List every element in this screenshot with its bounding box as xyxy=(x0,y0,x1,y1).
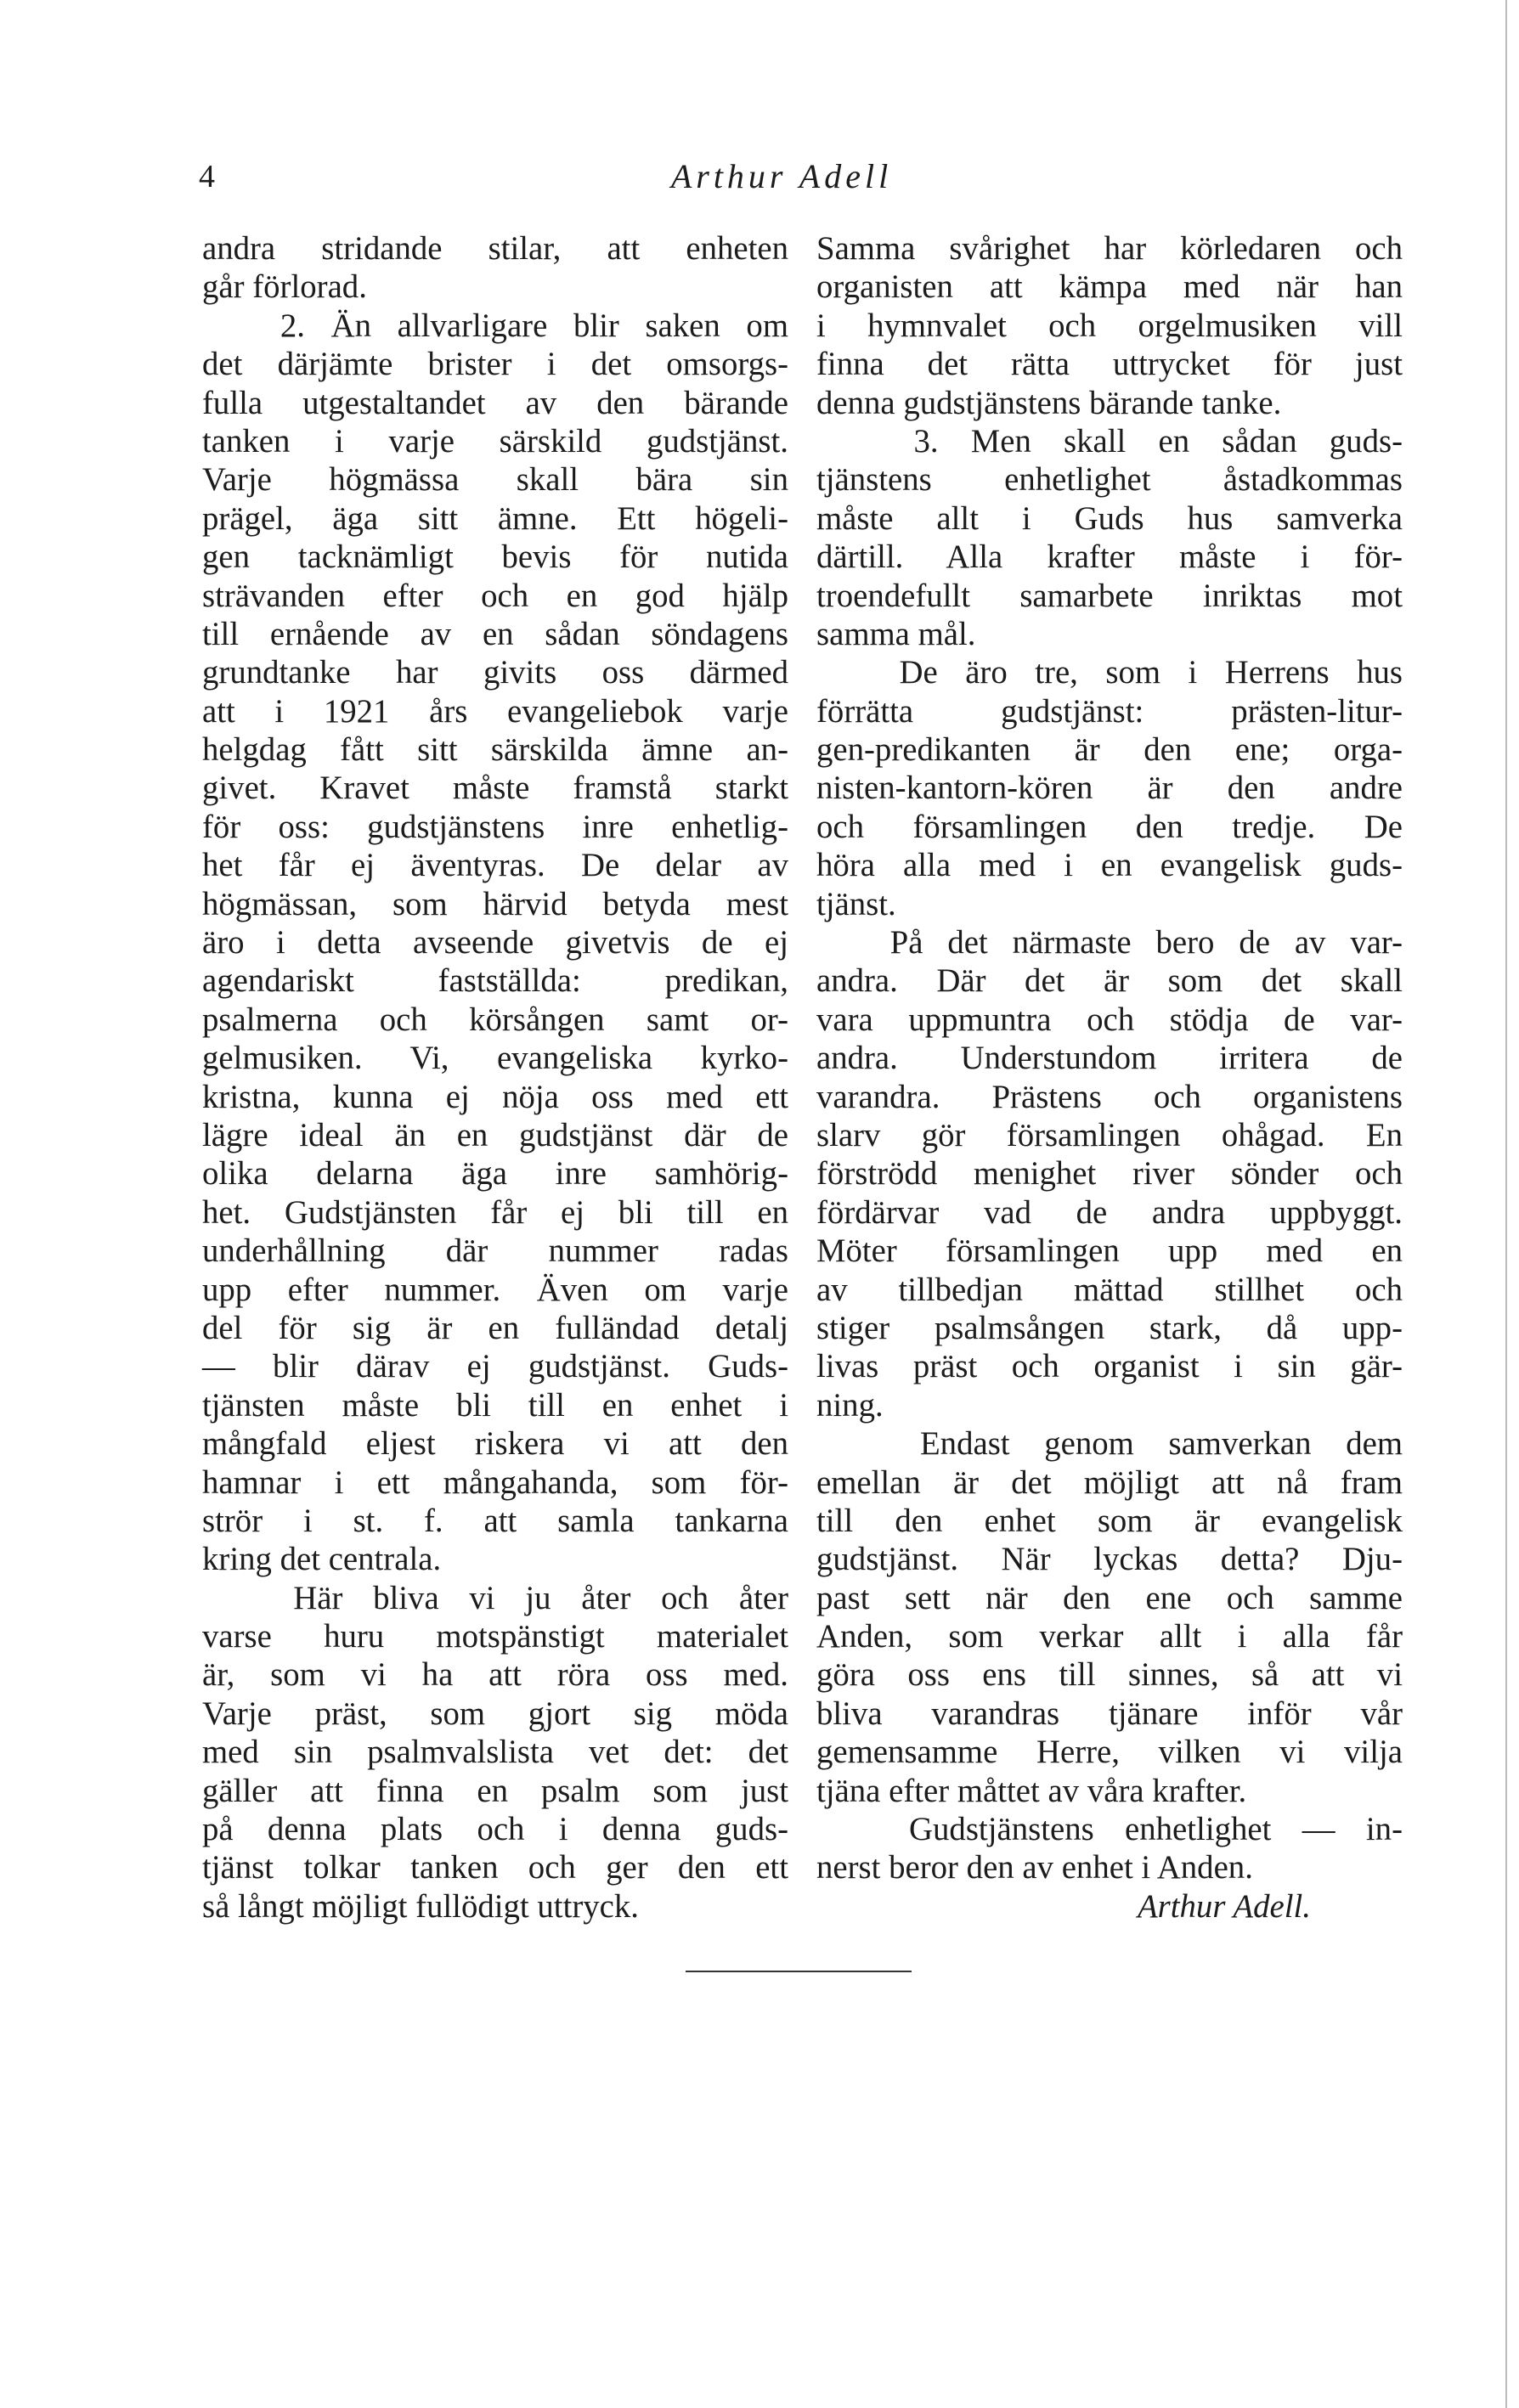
text-line: psalmerna och körsången samt or- xyxy=(202,1001,788,1038)
text-line: ning. xyxy=(816,1386,884,1424)
text-line: finna det rätta uttrycket för just xyxy=(816,346,1403,383)
text-line: troendefullt samarbete inriktas mot xyxy=(816,577,1403,614)
page-edge xyxy=(1505,0,1507,2408)
text-line: att i 1921 års evangeliebok varje xyxy=(202,692,788,730)
text-line: gudstjänst. När lyckas detta? Dju- xyxy=(816,1541,1403,1578)
text-line: höra alla med i en evangelisk guds- xyxy=(816,847,1403,884)
text-line: förrätta gudstjänst: prästen-litur- xyxy=(816,692,1403,730)
text-line: gen-predikanten är den ene; orga- xyxy=(816,731,1403,769)
right-column xyxy=(816,229,1403,1926)
text-line: tjänst. xyxy=(816,885,896,922)
text-line: Samma svårighet har körledaren och xyxy=(816,230,1403,267)
text-line: tjänsten måste bli till en enhet i xyxy=(202,1386,788,1424)
text-line: av tillbedjan mättad stillhet och xyxy=(816,1271,1403,1308)
text-line: så långt möjligt fullödigt uttryck. xyxy=(202,1887,640,1925)
text-line: het. Gudstjänsten får ej bli till en xyxy=(202,1193,788,1231)
text-line: het får ej äventyras. De delar av xyxy=(202,847,788,884)
text-line: Endast genom samverkan dem xyxy=(816,1425,1403,1463)
text-line: Gudstjänstens enhetlighet — in- xyxy=(816,1811,1403,1848)
text-line: del för sig är en fulländad detalj xyxy=(202,1309,788,1346)
text-line: hamnar i ett mångahanda, som för- xyxy=(202,1463,788,1501)
text-line: förströdd menighet river sönder och xyxy=(816,1155,1403,1193)
text-line: Varje högmässa skall bära sin xyxy=(202,461,788,499)
text-line: andra. Där det är som det skall xyxy=(816,962,1403,1000)
section-divider xyxy=(686,1971,912,1972)
text-line: stiger psalmsången stark, då upp- xyxy=(816,1309,1403,1346)
text-line: varandra. Prästens och organistens xyxy=(816,1078,1403,1115)
text-line: Här bliva vi ju åter och åter xyxy=(202,1579,788,1616)
text-line: givet. Kravet måste framstå starkt xyxy=(202,770,788,807)
text-line: vara uppmuntra och stödja de var- xyxy=(816,1001,1403,1038)
text-line: för oss: gudstjänstens inre enhetlig- xyxy=(202,808,788,845)
text-line: strävanden efter och en god hjälp xyxy=(202,577,788,614)
text-line: i hymnvalet och orgelmusiken vill xyxy=(816,307,1403,344)
text-line: äro i detta avseende givetvis de ej xyxy=(202,924,788,962)
text-line: underhållning där nummer radas xyxy=(202,1232,788,1270)
text-line: livas präst och organist i sin gär- xyxy=(816,1348,1403,1385)
text-line: olika delarna äga inre samhörig- xyxy=(202,1155,788,1193)
page-number: 4 xyxy=(199,159,215,195)
text-line: nerst beror den av enhet i Anden. xyxy=(816,1849,1253,1886)
text-line: tanken i varje särskild gudstjänst. xyxy=(202,422,788,460)
text-line: 3. Men skall en sådan guds- xyxy=(816,422,1403,460)
text-line: organisten att kämpa med när han xyxy=(816,268,1403,306)
author-signature: Arthur Adell. xyxy=(1137,1887,1311,1925)
text-line: måste allt i Guds hus samverka xyxy=(816,499,1403,537)
text-line: göra oss ens till sinnes, så att vi xyxy=(816,1656,1403,1694)
text-line: prägel, äga sitt ämne. Ett högeli- xyxy=(202,499,788,537)
text-line: fulla utgestaltandet av den bärande xyxy=(202,384,788,421)
text-line: agendariskt fastställda: predikan, xyxy=(202,962,788,1000)
text-line: högmässan, som härvid betyda mest xyxy=(202,885,788,922)
text-line: lägre ideal än en gudstjänst där de xyxy=(202,1116,788,1153)
text-line: grundtanke har givits oss därmed xyxy=(202,654,788,691)
text-line: gemensamme Herre, vilken vi vilja xyxy=(816,1734,1403,1771)
text-line: till ernående av en sådan söndagens xyxy=(202,615,788,652)
text-line: gen tacknämligt bevis för nutida xyxy=(202,539,788,576)
text-line: varse huru motspänstigt materialet xyxy=(202,1618,788,1655)
text-line: på denna plats och i denna guds- xyxy=(202,1811,788,1848)
text-line: och församlingen den tredje. De xyxy=(816,808,1403,845)
text-line: kring det centrala. xyxy=(202,1541,442,1578)
text-line: tjäna efter måttet av våra krafter. xyxy=(816,1772,1247,1809)
text-line: samma mål. xyxy=(816,615,976,652)
text-line: är, som vi ha att röra oss med. xyxy=(202,1656,788,1694)
text-line: strör i st. f. att samla tankarna xyxy=(202,1502,788,1539)
text-line: gelmusiken. Vi, evangeliska kyrko- xyxy=(202,1040,788,1077)
text-line: kristna, kunna ej nöja oss med ett xyxy=(202,1078,788,1115)
left-column xyxy=(202,229,788,1926)
text-line: helgdag fått sitt särskilda ämne an- xyxy=(202,731,788,769)
text-line: Varje präst, som gjort sig möda xyxy=(202,1695,788,1732)
text-line: På det närmaste bero de av var- xyxy=(816,924,1403,962)
text-line: upp efter nummer. Även om varje xyxy=(202,1271,788,1308)
text-line: Anden, som verkar allt i alla får xyxy=(816,1618,1403,1655)
text-line: tjänst tolkar tanken och ger den ett xyxy=(202,1849,788,1886)
text-line: De äro tre, som i Herrens hus xyxy=(816,654,1403,691)
text-line: mångfald eljest riskera vi att den xyxy=(202,1425,788,1463)
text-line: — blir därav ej gudstjänst. Guds- xyxy=(202,1348,788,1385)
text-line: nisten-kantorn-kören är den andre xyxy=(816,770,1403,807)
text-line: Möter församlingen upp med en xyxy=(816,1232,1403,1270)
text-line: bliva varandras tjänare inför vår xyxy=(816,1695,1403,1732)
text-line: tjänstens enhetlighet åstadkommas xyxy=(816,461,1403,499)
text-line: denna gudstjänstens bärande tanke. xyxy=(816,384,1282,421)
text-line: 2. Än allvarligare blir saken om xyxy=(202,307,788,344)
text-line: till den enhet som är evangelisk xyxy=(816,1502,1403,1539)
text-line: går förlorad. xyxy=(202,268,367,306)
text-line: fördärvar vad de andra uppbyggt. xyxy=(816,1193,1403,1231)
running-head: Arthur Adell xyxy=(670,157,893,195)
text-line: andra. Understundom irritera de xyxy=(816,1040,1403,1077)
text-line: med sin psalmvalslista vet det: det xyxy=(202,1734,788,1771)
text-line: därtill. Alla krafter måste i för- xyxy=(816,539,1403,576)
text-line: andra stridande stilar, att enheten xyxy=(202,230,788,267)
text-line: emellan är det möjligt att nå fram xyxy=(816,1463,1403,1501)
text-line: gäller att finna en psalm som just xyxy=(202,1772,788,1809)
text-line: past sett när den ene och samme xyxy=(816,1579,1403,1616)
text-line: slarv gör församlingen ohågad. En xyxy=(816,1116,1403,1153)
text-line: det därjämte brister i det omsorgs- xyxy=(202,346,788,383)
